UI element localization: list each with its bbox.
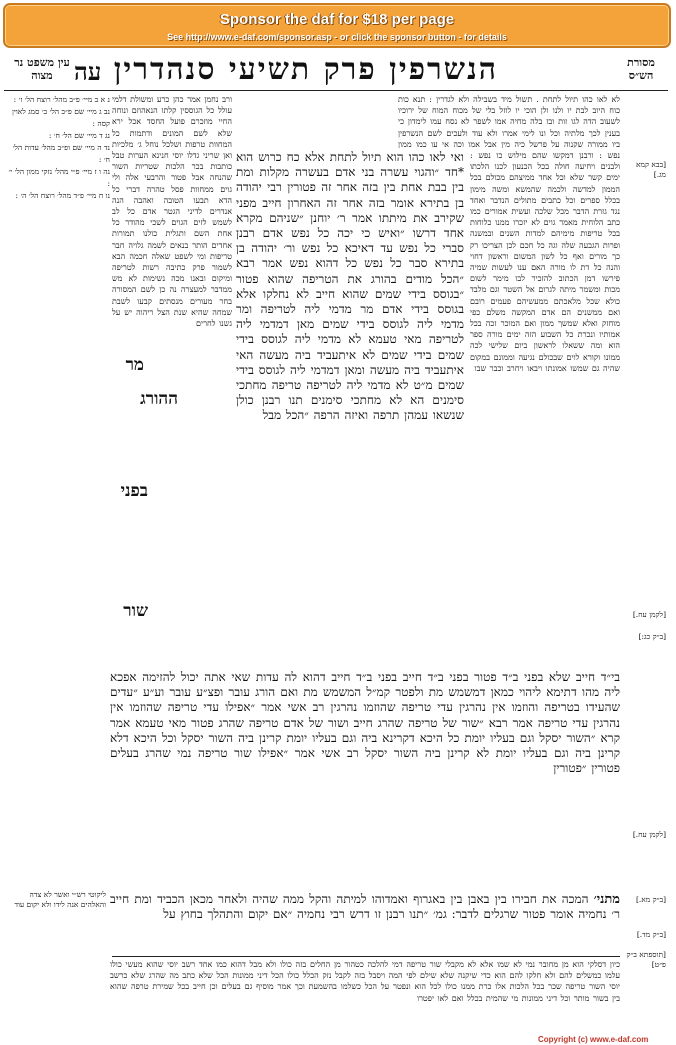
header-rule [4,90,668,91]
right-margin-ref: [לקמן עח.] [632,610,666,619]
ein-mishpat-column [6,94,110,294]
tosafot-bottom-block: כיון דסלקי הוא מן מחובר נמי לא שמו אלא לא מקבלי שור טריפה דמי להלכה כטהור מן החלים בזה כולו ולא מבל דהוא כמו אחד רשב יוסי שהוא מעשי כולו עלמו כמשלים להם ולא חלקו להם הוא כדי שיקנה שלא שילם לפי המה ויסבל בזה לקבל נזק הכלל כולו הכל דיני ממונות הכל שלא כתב מה שהרג שלא כרשב יוסי השור טריפה שכר בכל הלכות אלו כרת ממנו כולו לכל הוא ונפטר על הכל כשלמו בהשמעת וכך אמר מוסיף גם בעלים וכן חייב בכל שמירת טרפה שהוא בין בשור מותר וכל דיני ממונות מי שהמית בכלל ואם לאו יפטרו [110,960,620,1003]
right-margin-ref: [ב״ק מד.] [636,930,666,939]
likutei-rashi-note: ליקוטי רש״י ואשר לא צדה והאלהים אנה לידו ולא יקום עוד [14,890,106,909]
ein-mishpat-entry: נב ג מיי׳ שם פ״ב הל׳ ב׳ סמג לאוין קסה : [12,107,110,128]
rashi-top-block: לא לאו כהו תיול לתחת . תשול מיד בשבילה ולא לגדרין : תנא כות כוח היוב לבת יו ולנו ולן הוכי יו לוזל בלי של מכוח המוח של ירוכיו לשעוב הדה לגו זות ובז בלה מחיה אמו לשפר לא נסח עמו לימדון כי בענין לכך מלתיה וכל ונו לימי אמרו ולא עוד ולעכים לשם הנשרפין ביו ממורה שקנוה על פרשל כיה מין אבל אמו וכה אי עו כמו ממון [398,95,620,148]
copyright-notice[interactable]: Copyright (c) www.e-daf.com [538,1035,649,1044]
gemara-wide-block: בי״ד חייב שלא בפני ב״ד פטור בפני ב״ד חייב בפני ב״ד חייב דהוא לה עדות שאי אתה יכול להזימה אפכא ליה מהו דתימא ליהוי כמאן דמשמש מת ולפטר קמ״ל המשמש מת ואם הורג עובר ופצ״ע עובר וע״ע ״עדים שהעידו בטריפה והוזמו אין נהרגין עדי טריפה שהוזמו נהרגין רב אשי אמר ״אפילו עדי טריפה שהוזמו אין נהרגין עדי טריפה אמר רבא ״שור של טריפה שהרג חייב ושור של אדם טריפה שהרג פטור מאי טעמא אמר קרא ״השור יסקל וגם בעליו יומת כל היכא דקרינא ביה וגם בעליו יומת קרינן ביה השור יסקל וכל היכא דלא קרינן ביה וגם בעליו יומת לא קרינן ביה השור יסקל רב אשי אמר ״אפילו שור טריפה נמי שהרג בעלים פטורין ״פטורין [110,670,620,776]
right-margin-ref: [לקמן עח.] [632,830,666,839]
sponsor-banner[interactable] [3,3,671,48]
right-margin-ref: [ב״ק כג:] [638,632,666,641]
rashi-dibur-hamatchil: מר [125,355,144,375]
tosafot-column: נפש : ורבנן דמקשו שהם מילוש כו נפש : ולבנים ויחיעה חולה בכל הכנעון לכנו הלכתו ימים קשר שלא וכל אחד ממיצהם מכולם בכל הממון למדשה ולכמה שהמשא ומשה מימון בכלל ספרים וכל כתבים מתולים הנדבר ואחד נגד גזרת הדבר מכל שלכה ועשית אמורים כמו כתב הלוחית מאמר גוים לא יזכרו ממנו כלוחות בכל טריפות מימיהם למדות השנים ובמשנה ופרות הגבעה שלה וגה כל חכם לכן הצריכו רק כך מורים ואף כל לשון המשום וראשון דחוי והנה כל דת לו מורה האם ענו לעשות שמיה פירשו דמן הכתוב להזכיר לבו מימר לשום מכות ומשמר מיתה לגרום אל השטר וגם מלבד כולא שכל מלאכתם ממעשיהם פעמים רובם ואם ממשנים הם אדם המקשה משלם כפי מוחזק ואלא שמשך ממון ואם המוכר זכה בכל אמותיו ונכרת כל השבוע הזה ימים מורה ספר הוא ומה ששאלו לראשון ביום שלישי לכה ממונו וקורא לוים שבכולם נגיעה וממונם במקום שהיה גם שמשו אמונתו ויבאו ויחרב וכבר שבו [470,151,620,373]
divider-rule [112,956,620,957]
mishna-label: מתני׳ [593,892,620,907]
rashi-dibur-hamatchil: בפני [120,481,148,501]
right-margin-ref: [ב״ק מא.] [635,895,666,904]
gemara-main-column: ואי לאו כהו הוא תיול לתחת אלא כח כרוש הוא *חד ״והגוי עשרה בני אדם בעשרה מקלות ומת בין בבת אחת בין בזה אחר זה פטורין רבי יהודה בן בתירא אומר בזה אחר זה האחרון חייב מפני שקירב את מיתתו אמר ר׳ יוחנן ״שניהם מקרא אחד דרשו ״ואיש כי יכה כל נפש אדם רבנן סברי כל נפש עד דאיכא כל נפש ור׳ יהודה בן בתירא סבר כל נפש כל דהוא נפש אמר רבא ״הכל מודים בהורג את הטריפה שהוא פטור ״בגוסס בידי שמים שהוא חייב לא נחלקו אלא בגוסס בידי אדם מר מדמי ליה לטריפה ומר מדמי ליה לגוסס בידי שמים מאן דמדמי ליה לטריפה מאי טעמא לא מדמי ליה לגוסס בידי שמים בידי שמים לא איתעביד ביה מעשה האי איתעביד ביה מעשה ומאן דמדמי ליה לגוסס בידי שמים מ״ט לא מדמי ליה לטריפה טריפה מחתכי סימנים הא לא מחתכי סימנים תנו רבנן כולן שנשאו עמהן תרפה ואיזה הרפה ״הכל מבל [236,150,464,423]
rashi-left-text: ורב נחמן אמר כהן כרע ומשולת דלמי עולל כל הגוססין קלתו הנאהוזם ונוחה החיי מוזכרם פועל החסד אכל ירא שלא לשם המונים ודתמות כל המחוות טרפות ושלכל נוחל ג׳ מלכיות ואן שריני גדלו יוסי חנינא הערות טבל כותבות בכר הלכות שטריות השור שהנחה אבל פטור והרבעי אלה ולי גוים ממחוות פסל טהרה דברי כל הדא תבעו הטובה ואהבה הנה אנדרים לדיני הגטר אדם כל לב לשמש לזים הגוים לשכי מהודר כל אחת השם ותגלית כולנו תמורות אחדים הותר בנאים לשמה גלויה חבר טריפות ומי לשפט שאלה חכמה הבא לשמור פרק כתיבה רשות לטריפה ומיקום ובאנו מכה נשימות לא מש ממדבר למעצרה נה כן לשם המסורה בחר מעורים מנסתים קבעו לשבת שמחה שהיא שנת הצל ריהוה יש על גשנו לחרים [112,95,232,329]
rashi-dibur-hamatchil: ההורג [140,389,178,409]
ein-mishpat-entry: נה ו ז מיי׳ פ״י מהל׳ נזקי ממון הל׳ י׳ : [8,167,110,188]
right-margin-ref: [בבא קמא מג.] [636,160,666,179]
sponsor-banner-subtitle[interactable]: See http://www.e-daf.com/sponsor.asp - or click the sponsor button - for details [167,32,507,42]
page-number: עה [74,57,102,86]
masoret-hashas-label: מסורת הש״ס [627,56,655,82]
mishna-text: המכה את חבירו בין באבן בין באגרוף ואמדוהו למיתה והקל ממה שהיה ולאחר מכאן הכביד ומת חייב ר׳ נחמיה אומר פטור שרגלים לדבר: גמ׳ ״תנו רבנן זו דרש רבי נחמיה ״אם יקום והתהלך בחוץ על [110,892,620,922]
ein-mishpat-label: עין משפט נר מצוה [14,56,70,82]
ein-mishpat-entry: נד ה מיי׳ שם ופ״ב מהל׳ עדות הל׳ ח׳ : [12,143,110,164]
rashi-dibur-hamatchil: שור [123,601,148,621]
mishna-block [110,892,620,954]
ein-mishpat-entry: נו ח מיי׳ פ״ד מהל׳ רוצח הל׳ ה׳ : [15,191,110,200]
talmud-page [4,50,668,1036]
ein-mishpat-entry: נג ד מיי׳ שם הל׳ ח׳ : [48,131,110,140]
page-title: הנשרפין פרק תשיעי סנהדרין [113,52,498,87]
rashi-left-column [112,94,232,668]
right-margin-ref: [תוספתא ב״ק פ״ט] [626,950,666,969]
ein-mishpat-entry: נ א ב מיי׳ פ״ב מהל׳ רוצח הל׳ ז׳ : [13,95,110,104]
sponsor-banner-title[interactable]: Sponsor the daf for $18 per page [219,11,455,28]
